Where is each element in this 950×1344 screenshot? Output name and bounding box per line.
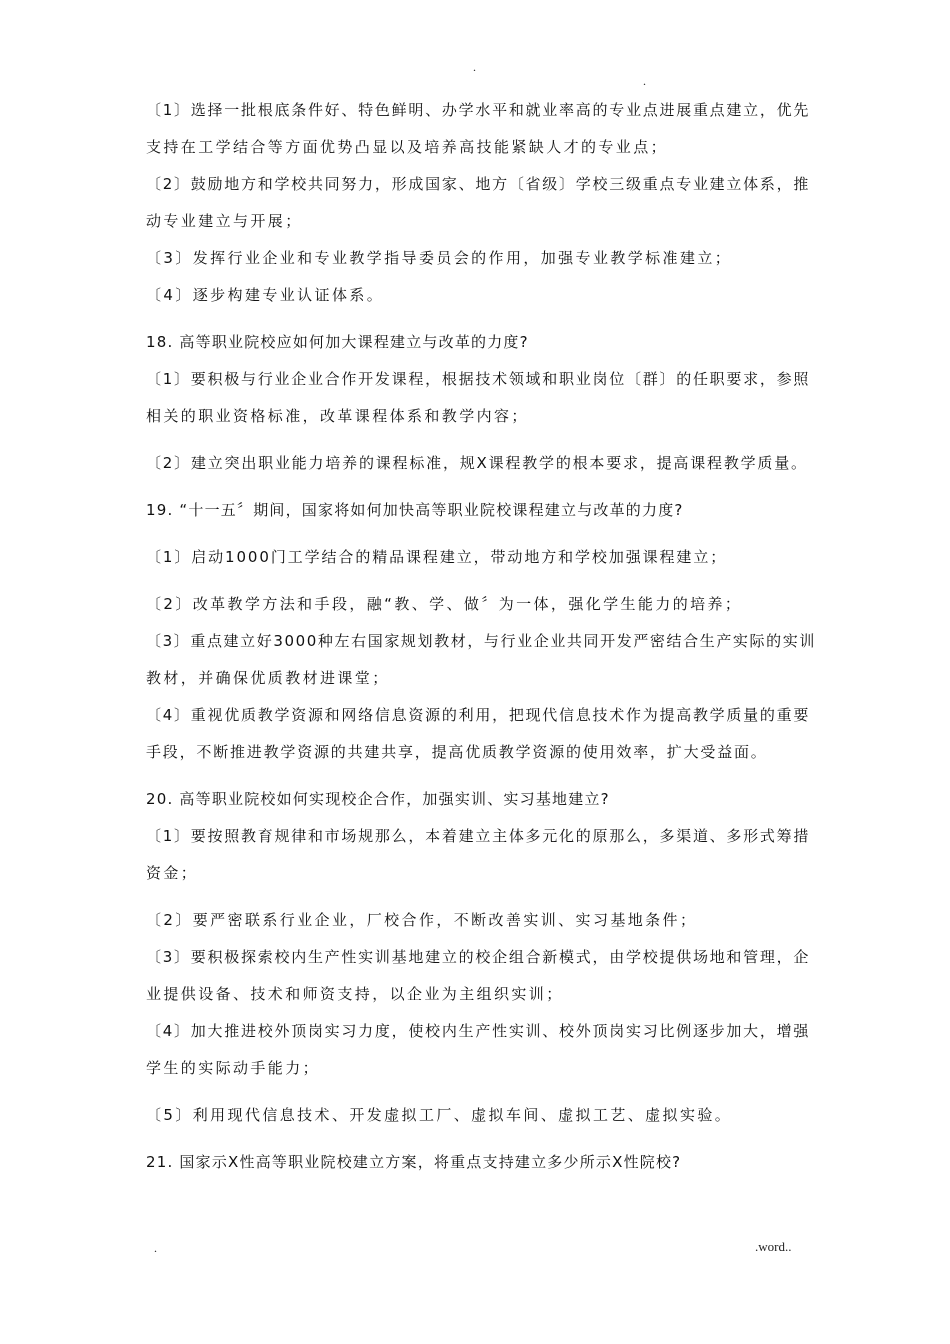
- header-dot-left: .: [473, 60, 476, 74]
- text-line: 手段，不断推进教学资源的共建共享，提高优质教学资源的使用效率，扩大受益面。: [146, 743, 768, 761]
- text-line: 〔1〕启动1000门工学结合的精品课程建立，带动地方和学校加强课程建立；: [146, 548, 728, 566]
- header-dot-right: .: [643, 74, 646, 88]
- text-line: 〔2〕鼓励地方和学校共同努力，形成国家、地方〔省级〕学校三级重点专业建立体系，推: [146, 175, 810, 193]
- text-line: 〔4〕加大推进校外顶岗实习力度，使校内生产性实训、校外顶岗实习比例逐步加大，增强: [146, 1022, 810, 1040]
- text-line: 〔1〕要按照教育规律和市场规那么，本着建立主体多元化的原那么，多渠道、多形式筹措: [146, 827, 810, 845]
- text-line: 〔2〕要严密联系行业企业，厂校合作，不断改善实训、实习基地条件；: [146, 911, 698, 929]
- text-line: 业提供设备、技术和师资支持，以企业为主组织实训；: [146, 985, 564, 1003]
- footer-word-mark: .word..: [755, 1239, 792, 1254]
- question-heading: 18. 高等职业院校应如何加大课程建立与改革的力度?: [146, 333, 529, 351]
- text-line: 资金；: [146, 864, 199, 882]
- text-line: 教材，并确保优质教材进课堂；: [146, 669, 390, 687]
- question-heading: 21. 国家示X性高等职业院校建立方案，将重点支持建立多少所示X性院校?: [146, 1153, 682, 1171]
- text-line: 〔3〕发挥行业企业和专业教学指导委员会的作用，加强专业教学标准建立；: [146, 249, 733, 267]
- text-line: 〔1〕要积极与行业企业合作开发课程，根据技术领域和职业岗位〔群〕的任职要求，参照: [146, 370, 810, 388]
- text-line: 支持在工学结合等方面优势凸显以及培养高技能紧缺人才的专业点；: [146, 138, 669, 156]
- text-line: 动专业建立与开展；: [146, 212, 303, 230]
- document-body: [146, 92, 816, 1181]
- text-line: 学生的实际动手能力；: [146, 1059, 321, 1077]
- text-line: 〔5〕利用现代信息技术、开发虚拟工厂、虚拟车间、虚拟工艺、虚拟实验。: [146, 1106, 733, 1124]
- text-line: 相关的职业资格标准，改革课程体系和教学内容；: [146, 407, 529, 425]
- text-line: 〔3〕要积极探索校内生产性实训基地建立的校企组合新模式，由学校提供场地和管理，企: [146, 948, 810, 966]
- text-line: 〔2〕建立突出职业能力培养的课程标准，规X课程教学的根本要求，提高课程教学质量。: [146, 454, 808, 472]
- footer-dot-left: .: [154, 1241, 157, 1255]
- text-line: 〔1〕选择一批根底条件好、特色鲜明、办学水平和就业率高的专业点进展重点建立，优先: [146, 101, 810, 119]
- text-line: 〔2〕改革教学方法和手段，融“教、学、做〞为一体，强化学生能力的培养；: [146, 595, 743, 613]
- text-line: 〔4〕逐步构建专业认证体系。: [146, 286, 385, 304]
- question-heading: 19. “十一五〞期间，国家将如何加快高等职业院校课程建立与改革的力度?: [146, 501, 684, 519]
- text-line: 〔4〕重视优质教学资源和网络信息资源的利用，把现代信息技术作为提高教学质量的重要: [146, 706, 810, 724]
- question-heading: 20. 高等职业院校如何实现校企合作，加强实训、实习基地建立?: [146, 790, 610, 808]
- text-line: 〔3〕重点建立好3000种左右国家规划教材，与行业企业共同开发严密结合生产实际的实训: [146, 632, 816, 650]
